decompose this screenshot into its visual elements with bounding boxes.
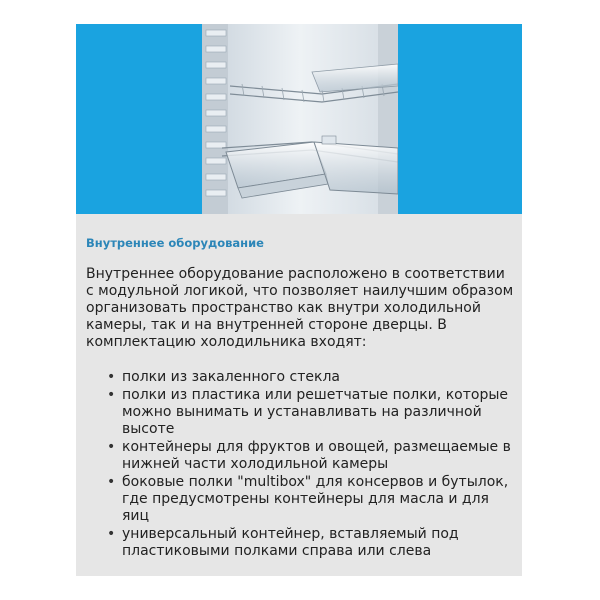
list-item xyxy=(107,369,516,386)
list-item-text: полки из пластика или решетчатые полки, которые можно вынимать и устанавливать на различной высоте xyxy=(122,387,508,437)
list-item-text: полки из закаленного стекла xyxy=(122,369,340,385)
section-heading: Внутреннее оборудование xyxy=(86,236,264,250)
hero-banner xyxy=(76,24,522,214)
refrigerator-interior-photo xyxy=(202,24,398,214)
bullet-icon: • xyxy=(107,387,116,403)
list-item-text: универсальный контейнер, вставляемый под пластиковыми полками справа или слева xyxy=(122,526,459,559)
content-card xyxy=(76,24,522,576)
bullet-icon: • xyxy=(107,369,116,385)
bullet-icon: • xyxy=(107,526,116,542)
bullet-icon: • xyxy=(107,439,116,455)
section-content xyxy=(86,226,516,561)
list-item xyxy=(107,387,516,438)
list-item xyxy=(107,439,516,473)
bullet-icon: • xyxy=(107,474,116,490)
equipment-list xyxy=(86,369,516,560)
list-item xyxy=(107,474,516,525)
list-item-text: контейнеры для фруктов и овощей, размещаемые в нижней части холодильной камеры xyxy=(122,439,511,472)
list-item xyxy=(107,526,516,560)
intro-paragraph: Внутреннее оборудование расположено в соответствии с модульной логикой, что позволяет наилучшим образом организовать пространство как внутри холодильной камеры, так и на внутренней стороне дверцы. В комплектацию холодильника входят: xyxy=(86,266,514,350)
list-item-text: боковые полки "multibox" для консервов и бутылок, где предусмотрены контейнеры для масла и для яиц xyxy=(122,474,509,524)
